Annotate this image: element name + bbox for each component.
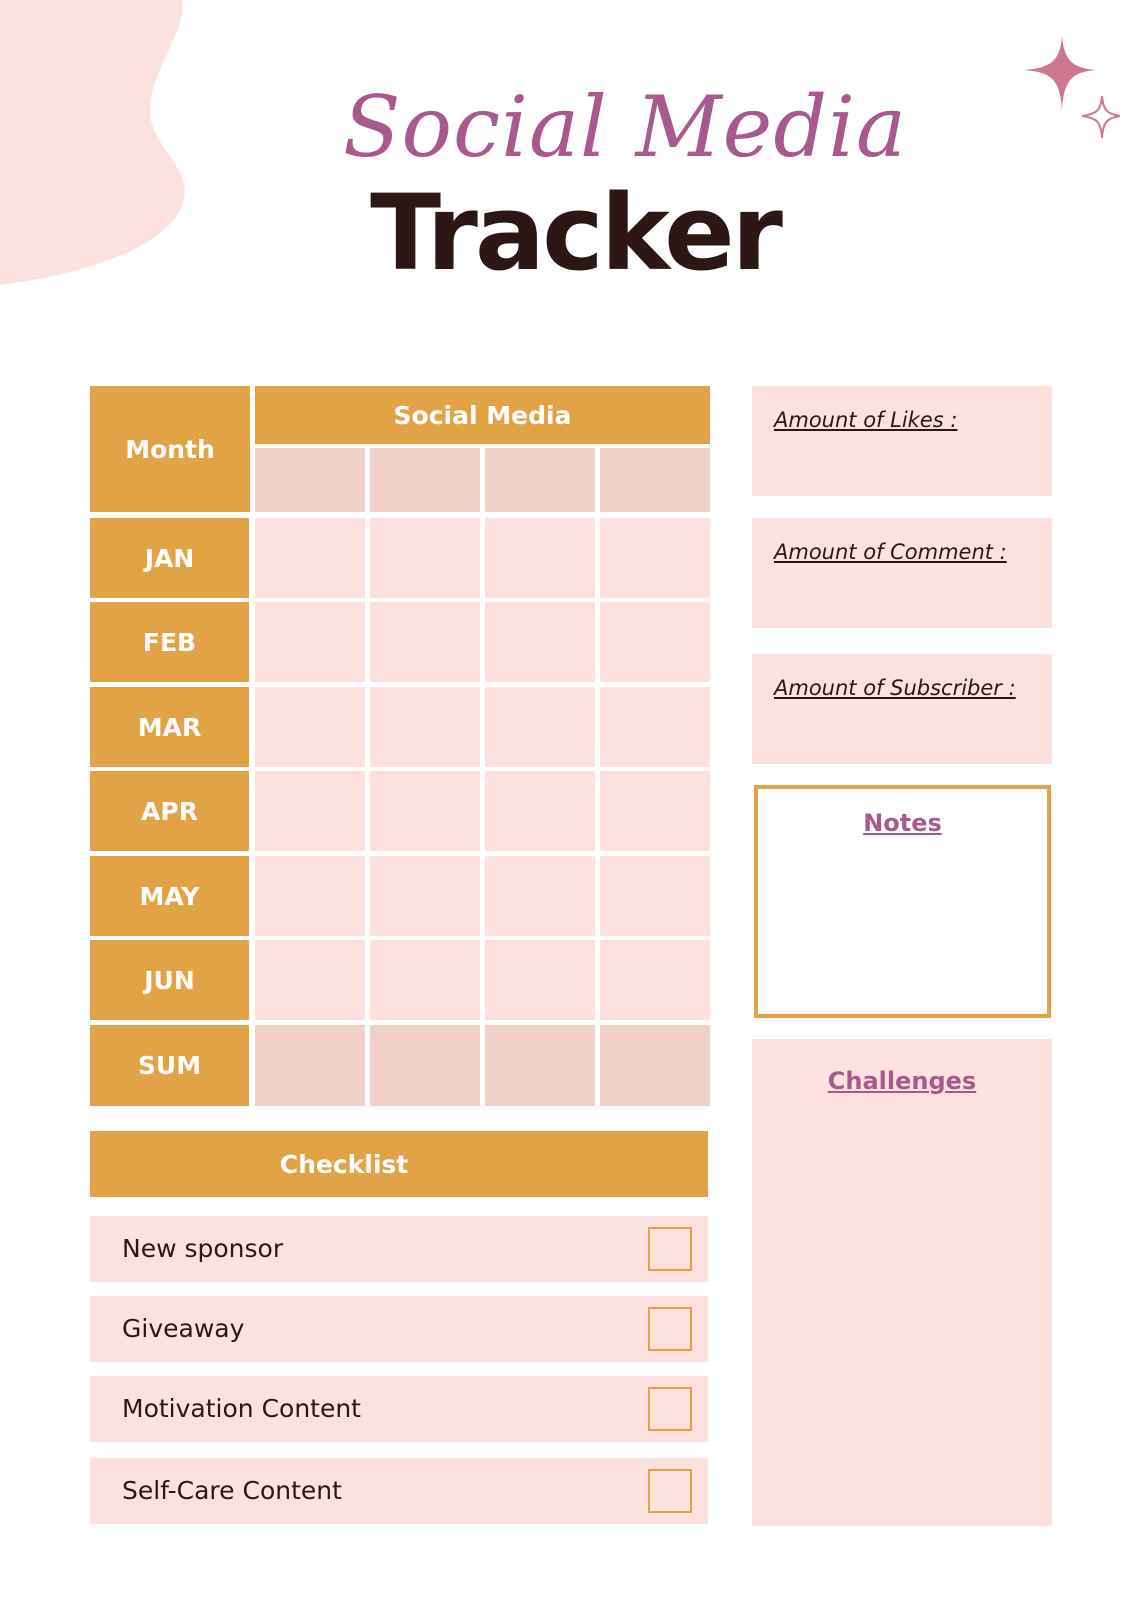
checklist-checkbox[interactable]	[648, 1307, 692, 1351]
checklist-item	[90, 1296, 708, 1362]
month-header: Month	[90, 386, 250, 512]
checklist-item-label: Giveaway	[122, 1314, 245, 1343]
checklist-checkbox[interactable]	[648, 1469, 692, 1513]
tracker-cell[interactable]	[370, 940, 480, 1020]
likes-label: Amount of Likes :	[774, 408, 958, 432]
platform-header-cell[interactable]	[485, 448, 595, 512]
tracker-cell[interactable]	[255, 518, 365, 598]
checklist-item	[90, 1458, 708, 1524]
tracker-cell[interactable]	[255, 687, 365, 767]
checklist-item	[90, 1216, 708, 1282]
tracker-cell[interactable]	[600, 687, 710, 767]
social-media-header: Social Media	[255, 386, 710, 444]
tracker-cell[interactable]	[485, 687, 595, 767]
sum-label: SUM	[90, 1025, 249, 1106]
checklist-item-label: New sponsor	[122, 1234, 284, 1263]
checklist-item	[90, 1376, 708, 1442]
tracker-cell[interactable]	[600, 771, 710, 851]
month-label-mar: MAR	[90, 687, 249, 767]
tracker-cell[interactable]	[255, 940, 365, 1020]
checklist-checkbox[interactable]	[648, 1227, 692, 1271]
platform-header-cell[interactable]	[370, 448, 480, 512]
notes-heading: Notes	[863, 809, 942, 837]
tracker-cell[interactable]	[370, 518, 480, 598]
tracker-cell[interactable]	[485, 771, 595, 851]
platform-header-cell[interactable]	[255, 448, 365, 512]
title-script: Social Media	[342, 78, 908, 176]
month-label-jun: JUN	[90, 940, 249, 1020]
challenges-heading: Challenges	[827, 1067, 977, 1095]
title-bold: Tracker	[370, 172, 780, 294]
checklist-heading: Checklist	[90, 1131, 708, 1197]
sum-cell[interactable]	[255, 1025, 365, 1106]
sum-cell[interactable]	[600, 1025, 710, 1106]
tracker-cell[interactable]	[255, 856, 365, 936]
tracker-cell[interactable]	[485, 940, 595, 1020]
platform-header-cell[interactable]	[600, 448, 710, 512]
tracker-cell[interactable]	[600, 602, 710, 682]
tracker-cell[interactable]	[255, 771, 365, 851]
tracker-cell[interactable]	[600, 856, 710, 936]
tracker-cell[interactable]	[600, 940, 710, 1020]
subscriber-label: Amount of Subscriber :	[774, 676, 1016, 700]
tracker-cell[interactable]	[255, 602, 365, 682]
sum-cell[interactable]	[370, 1025, 480, 1106]
month-label-jan: JAN	[90, 518, 249, 598]
tracker-cell[interactable]	[370, 771, 480, 851]
tracker-cell[interactable]	[485, 518, 595, 598]
checklist-item-label: Motivation Content	[122, 1394, 361, 1423]
tracker-cell[interactable]	[370, 856, 480, 936]
challenges-box[interactable]	[752, 1039, 1052, 1526]
month-label-may: MAY	[90, 856, 249, 936]
likes-panel[interactable]	[752, 386, 1052, 496]
tracker-cell[interactable]	[485, 602, 595, 682]
tracker-cell[interactable]	[600, 518, 710, 598]
subscriber-panel[interactable]	[752, 654, 1052, 764]
checklist-item-label: Self-Care Content	[122, 1476, 342, 1505]
tracker-cell[interactable]	[370, 602, 480, 682]
sum-cell[interactable]	[485, 1025, 595, 1106]
comment-label: Amount of Comment :	[774, 540, 1007, 564]
month-label-apr: APR	[90, 771, 249, 851]
notes-box[interactable]	[754, 785, 1051, 1018]
month-label-feb: FEB	[90, 602, 249, 682]
tracker-cell[interactable]	[370, 687, 480, 767]
tracker-cell[interactable]	[485, 856, 595, 936]
checklist-checkbox[interactable]	[648, 1387, 692, 1431]
comment-panel[interactable]	[752, 518, 1052, 628]
